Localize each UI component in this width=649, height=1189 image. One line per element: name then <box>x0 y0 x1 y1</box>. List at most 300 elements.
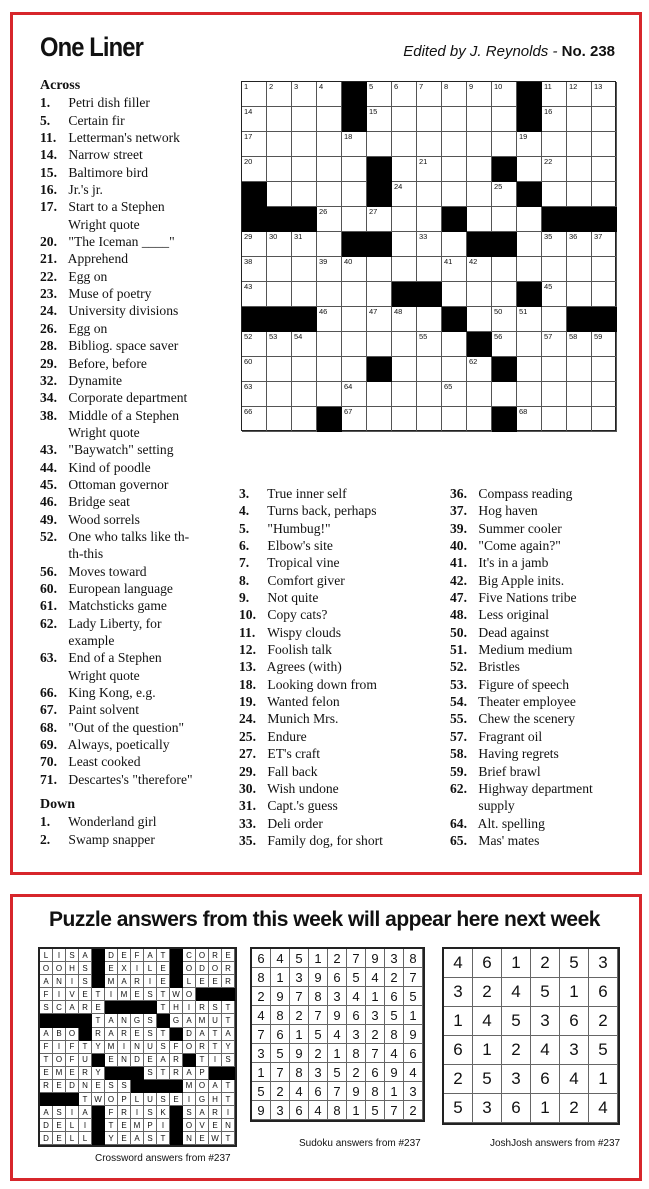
cell-number: 37 <box>594 232 603 241</box>
grid-cell[interactable] <box>417 257 442 282</box>
answer-cell: V <box>66 988 79 1001</box>
grid-cell[interactable] <box>242 357 267 382</box>
grid-cell[interactable] <box>342 307 367 332</box>
grid-cell[interactable] <box>367 282 392 307</box>
grid-cell[interactable] <box>517 232 542 257</box>
grid-cell[interactable] <box>467 257 492 282</box>
clue-heading: Down <box>40 797 76 813</box>
clue-text: One who talks like th- <box>65 528 190 544</box>
grid-cell[interactable] <box>467 382 492 407</box>
clue <box>40 771 193 788</box>
clue <box>239 641 383 658</box>
grid-cell[interactable] <box>592 107 617 132</box>
clue <box>40 407 193 424</box>
grid-cell[interactable] <box>542 182 567 207</box>
grid-cell[interactable] <box>267 157 292 182</box>
grid-cell[interactable] <box>467 207 492 232</box>
black-square <box>92 1106 105 1119</box>
grid-cell[interactable] <box>417 107 442 132</box>
grid-cell[interactable] <box>267 407 292 432</box>
grid-cell[interactable] <box>292 257 317 282</box>
grid-cell[interactable] <box>417 332 442 357</box>
grid-cell[interactable] <box>517 357 542 382</box>
grid-cell[interactable] <box>367 382 392 407</box>
grid-cell[interactable] <box>392 382 417 407</box>
grid-cell[interactable] <box>267 182 292 207</box>
grid-cell[interactable] <box>592 157 617 182</box>
answer-cell: 6 <box>290 1101 309 1120</box>
answer-cell: O <box>40 962 53 975</box>
grid-cell[interactable] <box>292 132 317 157</box>
black-square <box>209 988 222 1001</box>
grid-cell[interactable] <box>467 182 492 207</box>
clue-text: Wright quote <box>65 424 140 440</box>
grid-cell[interactable] <box>342 207 367 232</box>
answer-cell: 9 <box>252 1101 271 1120</box>
grid-cell[interactable] <box>367 257 392 282</box>
grid-cell[interactable] <box>467 157 492 182</box>
clue-text: Fall back <box>264 763 318 779</box>
grid-cell[interactable] <box>567 232 592 257</box>
grid-cell[interactable] <box>492 382 517 407</box>
grid-cell[interactable] <box>392 232 417 257</box>
clue-text: Family dog, for short <box>264 832 383 848</box>
clue-text: Matchsticks game <box>65 598 167 614</box>
black-square <box>367 157 392 182</box>
grid-cell[interactable] <box>242 282 267 307</box>
answer-cell: S <box>144 988 157 1001</box>
grid-cell[interactable] <box>267 257 292 282</box>
grid-cell[interactable] <box>392 82 417 107</box>
answer-cell: M <box>183 1080 196 1093</box>
grid-cell[interactable] <box>492 107 517 132</box>
answer-cell: I <box>53 949 66 962</box>
clue-number: 34. <box>40 390 57 406</box>
answer-cell: R <box>209 949 222 962</box>
clue <box>40 424 193 441</box>
grid-cell[interactable] <box>592 132 617 157</box>
black-square <box>196 988 209 1001</box>
grid-cell[interactable] <box>492 182 517 207</box>
grid-cell[interactable] <box>567 182 592 207</box>
cell-number: 39 <box>319 257 328 266</box>
clue-column-2 <box>239 485 383 849</box>
answer-cell: E <box>157 975 170 988</box>
cell-number: 27 <box>369 207 378 216</box>
grid-cell[interactable] <box>242 332 267 357</box>
grid-cell[interactable] <box>542 357 567 382</box>
grid-cell[interactable] <box>442 257 467 282</box>
grid-cell[interactable] <box>467 282 492 307</box>
clue <box>40 831 193 848</box>
grid-cell[interactable] <box>567 82 592 107</box>
answer-cell: U <box>209 1014 222 1027</box>
grid-cell[interactable] <box>567 157 592 182</box>
grid-cell[interactable] <box>267 82 292 107</box>
answer-cell: R <box>79 1067 92 1080</box>
answer-cell: R <box>209 1106 222 1119</box>
grid-cell[interactable] <box>592 282 617 307</box>
grid-cell[interactable] <box>542 307 567 332</box>
grid-cell[interactable] <box>442 182 467 207</box>
grid-cell[interactable] <box>317 332 342 357</box>
clue-text: Comfort giver <box>264 572 345 588</box>
clue-text: example <box>65 633 115 648</box>
clue-number: 2. <box>40 831 51 847</box>
grid-cell[interactable] <box>492 132 517 157</box>
grid-cell[interactable] <box>442 332 467 357</box>
clue-text: th-this <box>65 546 104 562</box>
grid-cell[interactable] <box>467 407 492 432</box>
black-square <box>317 407 342 432</box>
grid-cell[interactable] <box>442 232 467 257</box>
grid-cell[interactable] <box>367 332 392 357</box>
clue-number: 28. <box>40 338 57 354</box>
grid-cell[interactable] <box>517 382 542 407</box>
clue <box>40 597 193 614</box>
grid-cell[interactable] <box>342 382 367 407</box>
grid-cell[interactable] <box>592 82 617 107</box>
grid-cell[interactable] <box>542 382 567 407</box>
grid-cell[interactable] <box>342 257 367 282</box>
clue-text: Lady Liberty, for <box>65 615 162 631</box>
grid-cell[interactable] <box>592 182 617 207</box>
grid-cell[interactable] <box>342 357 367 382</box>
answer-cell: E <box>118 1132 131 1145</box>
clue-text: Muse of poetry <box>65 286 152 302</box>
grid-cell[interactable] <box>392 182 417 207</box>
clue-number: 19. <box>239 694 256 710</box>
answer-cell: 6 <box>531 1065 560 1094</box>
grid-cell[interactable] <box>417 357 442 382</box>
black-square <box>517 282 542 307</box>
answer-cell: 4 <box>589 1094 618 1123</box>
grid-cell[interactable] <box>317 357 342 382</box>
clue-number: 36. <box>450 486 467 501</box>
answer-cell: 8 <box>252 968 271 987</box>
grid-cell[interactable] <box>392 307 417 332</box>
clue-text: Munich Mrs. <box>264 711 339 727</box>
clue-number: 1. <box>40 814 51 830</box>
grid-cell[interactable] <box>442 82 467 107</box>
grid-cell[interactable] <box>317 132 342 157</box>
clue-text: Not quite <box>264 590 319 606</box>
grid-cell[interactable] <box>592 232 617 257</box>
answer-cell: 4 <box>385 1044 404 1063</box>
grid-cell[interactable] <box>567 357 592 382</box>
clue <box>239 763 383 780</box>
grid-cell[interactable] <box>567 407 592 432</box>
clue <box>450 537 593 554</box>
grid-cell[interactable] <box>592 382 617 407</box>
grid-cell[interactable] <box>592 357 617 382</box>
answer-cell: 2 <box>290 1006 309 1025</box>
answer-cell: S <box>183 1106 196 1119</box>
grid-cell[interactable] <box>542 82 567 107</box>
grid-cell[interactable] <box>492 207 517 232</box>
grid-cell[interactable] <box>392 332 417 357</box>
black-square <box>79 1014 92 1027</box>
grid-cell[interactable] <box>517 332 542 357</box>
clue-number: 4. <box>239 503 250 519</box>
grid-cell[interactable] <box>367 407 392 432</box>
grid-cell[interactable] <box>292 332 317 357</box>
cell-number: 58 <box>569 332 578 341</box>
grid-cell[interactable] <box>242 107 267 132</box>
cell-number: 57 <box>544 332 553 341</box>
grid-cell[interactable] <box>567 282 592 307</box>
grid-cell[interactable] <box>342 157 367 182</box>
clue-number: 62. <box>40 615 57 631</box>
black-square <box>242 182 267 207</box>
grid-cell[interactable] <box>567 382 592 407</box>
grid-cell[interactable] <box>392 107 417 132</box>
grid-cell[interactable] <box>367 307 392 332</box>
clue-text: Apprehend <box>65 251 129 267</box>
cell-number: 9 <box>469 82 474 91</box>
clue <box>239 780 383 797</box>
answer-cell: I <box>66 975 79 988</box>
clue <box>450 624 593 641</box>
grid-cell[interactable] <box>467 82 492 107</box>
answer-cell: I <box>79 1119 92 1132</box>
answer-cell: A <box>105 1028 118 1041</box>
answer-cell: 3 <box>385 949 404 968</box>
black-square <box>92 962 105 975</box>
grid-cell[interactable] <box>417 182 442 207</box>
answer-cell: 4 <box>328 1025 347 1044</box>
grid-cell[interactable] <box>542 257 567 282</box>
grid-cell[interactable] <box>492 282 517 307</box>
answer-cell: 6 <box>385 987 404 1006</box>
grid-cell[interactable] <box>542 132 567 157</box>
answer-cell: I <box>222 1106 235 1119</box>
grid-cell[interactable] <box>242 382 267 407</box>
grid-cell[interactable] <box>342 132 367 157</box>
grid-cell[interactable] <box>392 157 417 182</box>
grid-cell[interactable] <box>442 382 467 407</box>
grid-cell[interactable] <box>242 257 267 282</box>
grid-cell[interactable] <box>242 82 267 107</box>
clue-text: Copy cats? <box>264 607 328 623</box>
clue <box>40 649 193 666</box>
answer-cell: I <box>183 1093 196 1106</box>
grid-cell[interactable] <box>317 182 342 207</box>
grid-cell[interactable] <box>467 357 492 382</box>
grid-cell[interactable] <box>317 232 342 257</box>
grid-cell[interactable] <box>417 407 442 432</box>
grid-cell[interactable] <box>542 157 567 182</box>
grid-cell[interactable] <box>342 182 367 207</box>
grid-cell[interactable] <box>242 132 267 157</box>
grid-cell[interactable] <box>492 332 517 357</box>
answer-cell: E <box>53 1080 66 1093</box>
grid-cell[interactable] <box>542 332 567 357</box>
grid-cell[interactable] <box>417 82 442 107</box>
grid-cell[interactable] <box>592 257 617 282</box>
answer-cell: E <box>40 1067 53 1080</box>
grid-cell[interactable] <box>517 307 542 332</box>
grid-cell[interactable] <box>592 332 617 357</box>
black-square <box>157 1014 170 1027</box>
grid-cell[interactable] <box>292 357 317 382</box>
clue <box>450 815 593 832</box>
grid-cell[interactable] <box>292 232 317 257</box>
grid-cell[interactable] <box>417 232 442 257</box>
black-square <box>170 1080 183 1093</box>
answer-cell: 2 <box>589 1007 618 1036</box>
grid-cell[interactable] <box>567 257 592 282</box>
grid-cell[interactable] <box>417 207 442 232</box>
grid-cell[interactable] <box>392 357 417 382</box>
grid-cell[interactable] <box>467 107 492 132</box>
grid-cell[interactable] <box>317 82 342 107</box>
grid-cell[interactable] <box>292 107 317 132</box>
black-square <box>567 207 592 232</box>
answer-cell: 3 <box>309 1063 328 1082</box>
answer-cell: 6 <box>252 949 271 968</box>
answer-cell: E <box>131 1028 144 1041</box>
grid-cell[interactable] <box>292 282 317 307</box>
grid-cell[interactable] <box>367 132 392 157</box>
clue-number: 25. <box>239 728 256 744</box>
grid-cell[interactable] <box>267 232 292 257</box>
grid-cell[interactable] <box>392 207 417 232</box>
answer-cell: T <box>157 1132 170 1145</box>
grid-cell[interactable] <box>492 307 517 332</box>
grid-cell[interactable] <box>392 257 417 282</box>
grid-cell[interactable] <box>542 107 567 132</box>
answer-cell: S <box>144 1014 157 1027</box>
clue-text: Egg on <box>65 268 108 284</box>
grid-cell[interactable] <box>517 407 542 432</box>
clue-text: Wanted felon <box>264 694 340 710</box>
grid-cell[interactable] <box>567 132 592 157</box>
clue-text: Tropical vine <box>264 555 340 571</box>
clue <box>450 728 593 745</box>
puzzle-title: One Liner <box>40 32 143 62</box>
grid-cell[interactable] <box>467 307 492 332</box>
grid-cell[interactable] <box>367 107 392 132</box>
grid-cell[interactable] <box>267 282 292 307</box>
grid-cell[interactable] <box>442 132 467 157</box>
clue <box>40 441 193 458</box>
grid-cell[interactable] <box>442 407 467 432</box>
grid-cell[interactable] <box>492 82 517 107</box>
grid-cell[interactable] <box>317 382 342 407</box>
grid-cell[interactable] <box>267 357 292 382</box>
grid-cell[interactable] <box>442 107 467 132</box>
clue-text: Brief brawl <box>475 763 541 779</box>
grid-cell[interactable] <box>417 157 442 182</box>
grid-cell[interactable] <box>417 132 442 157</box>
answer-cell: 1 <box>444 1007 473 1036</box>
answer-cell: I <box>157 1119 170 1132</box>
grid-cell[interactable] <box>517 132 542 157</box>
clue-number: 60. <box>40 580 57 596</box>
grid-cell[interactable] <box>242 232 267 257</box>
grid-cell[interactable] <box>367 82 392 107</box>
answer-cell: 2 <box>366 1025 385 1044</box>
grid-cell[interactable] <box>317 307 342 332</box>
cell-number: 24 <box>394 182 403 191</box>
grid-cell[interactable] <box>517 257 542 282</box>
grid-cell[interactable] <box>292 157 317 182</box>
grid-cell[interactable] <box>267 107 292 132</box>
answer-cell: W <box>209 1132 222 1145</box>
answer-cell: S <box>66 949 79 962</box>
grid-cell[interactable] <box>392 407 417 432</box>
grid-cell[interactable] <box>442 157 467 182</box>
grid-cell[interactable] <box>542 232 567 257</box>
answer-cell: D <box>131 1054 144 1067</box>
grid-cell[interactable] <box>317 207 342 232</box>
clue <box>239 520 383 537</box>
grid-cell[interactable] <box>567 107 592 132</box>
grid-cell[interactable] <box>417 307 442 332</box>
answer-cell: D <box>66 1080 79 1093</box>
grid-cell[interactable] <box>342 282 367 307</box>
clue <box>40 129 193 146</box>
editor-credit: Edited by J. Reynolds - <box>403 43 562 60</box>
grid-cell[interactable] <box>592 407 617 432</box>
grid-cell[interactable] <box>467 132 492 157</box>
cell-number: 20 <box>244 157 253 166</box>
clue-column-1 <box>40 77 193 848</box>
clue-text: "Come again?" <box>475 538 561 554</box>
editor-line <box>403 43 615 60</box>
answer-cell: K <box>157 1106 170 1119</box>
grid-cell[interactable] <box>317 157 342 182</box>
grid-cell[interactable] <box>442 357 467 382</box>
grid-cell[interactable] <box>542 282 567 307</box>
grid-cell[interactable] <box>292 382 317 407</box>
clue-text: "Out of the question" <box>65 719 185 735</box>
grid-cell[interactable] <box>492 257 517 282</box>
grid-cell[interactable] <box>517 157 542 182</box>
answer-cell: 7 <box>385 1101 404 1120</box>
grid-cell[interactable] <box>292 82 317 107</box>
clue-number: 39. <box>450 520 467 536</box>
grid-cell[interactable] <box>267 332 292 357</box>
grid-cell[interactable] <box>292 407 317 432</box>
cell-number: 5 <box>369 82 374 91</box>
answer-cell: R <box>196 1041 209 1054</box>
grid-cell[interactable] <box>317 282 342 307</box>
grid-cell[interactable] <box>317 107 342 132</box>
grid-cell[interactable] <box>342 332 367 357</box>
grid-cell[interactable] <box>267 132 292 157</box>
answer-cell: 6 <box>473 949 502 978</box>
grid-cell[interactable] <box>342 407 367 432</box>
clue-number: 24. <box>239 711 256 727</box>
grid-cell[interactable] <box>542 407 567 432</box>
grid-cell[interactable] <box>292 182 317 207</box>
grid-cell[interactable] <box>417 382 442 407</box>
grid-cell[interactable] <box>267 382 292 407</box>
grid-cell[interactable] <box>317 257 342 282</box>
grid-cell[interactable] <box>517 207 542 232</box>
answer-cell: 7 <box>366 1044 385 1063</box>
grid-cell[interactable] <box>392 132 417 157</box>
grid-cell[interactable] <box>242 157 267 182</box>
answer-cell: 6 <box>444 1036 473 1065</box>
grid-cell[interactable] <box>442 282 467 307</box>
grid-cell[interactable] <box>567 332 592 357</box>
clue-text: Petri dish filler <box>65 95 150 111</box>
grid-cell[interactable] <box>367 207 392 232</box>
grid-cell[interactable] <box>242 407 267 432</box>
